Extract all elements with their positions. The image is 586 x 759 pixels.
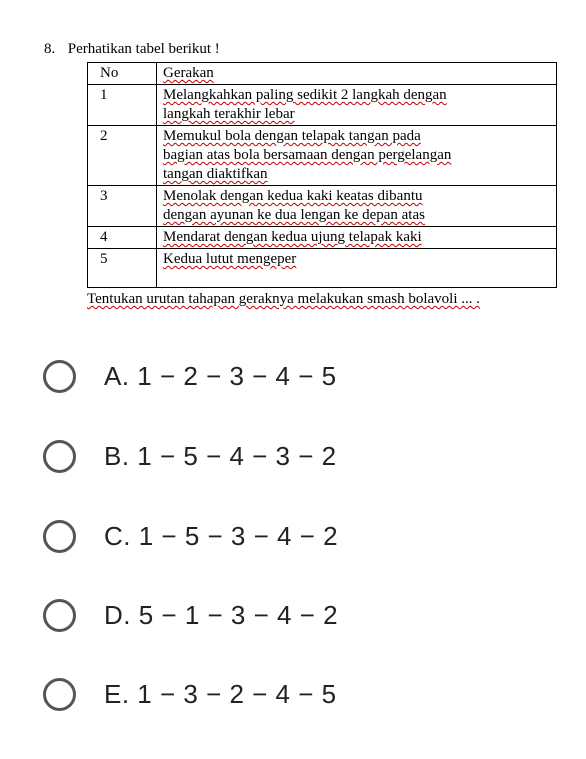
row-line: langkah terakhir lebar — [163, 106, 295, 122]
radio-circle-icon[interactable] — [43, 440, 76, 473]
row-line: Mendarat dengan kedua ujung telapak kaki — [163, 229, 422, 245]
option-label: C. 1 − 5 − 3 − 4 − 2 — [104, 520, 339, 551]
row-line: Memukul bola dengan telapak tangan pada — [163, 128, 421, 144]
radio-circle-icon[interactable] — [43, 599, 76, 632]
option-e[interactable] — [43, 672, 463, 716]
table-row — [88, 85, 557, 126]
row-number: 5 — [88, 249, 157, 288]
option-label: D. 5 − 1 − 3 − 4 − 2 — [104, 599, 339, 630]
table-row — [88, 126, 557, 186]
table-row — [88, 186, 557, 227]
row-number: 1 — [88, 85, 157, 126]
row-description — [157, 227, 557, 249]
radio-circle-icon[interactable] — [43, 678, 76, 711]
option-label: E. 1 − 3 − 2 − 4 − 5 — [104, 678, 337, 709]
row-line: Melangkahkan paling sedikit 2 langkah dengan — [163, 87, 447, 103]
radio-circle-icon[interactable] — [43, 360, 76, 393]
question-number: 8. — [44, 41, 56, 57]
option-c[interactable] — [43, 514, 463, 558]
option-a[interactable] — [43, 354, 463, 398]
row-description — [157, 186, 557, 227]
question-heading — [44, 40, 220, 58]
row-line: dengan ayunan ke dua lengan ke depan atas — [163, 207, 425, 223]
row-number: 2 — [88, 126, 157, 186]
row-line: Menolak dengan kedua kaki keatas dibantu — [163, 188, 423, 204]
row-number: 4 — [88, 227, 157, 249]
movement-table — [87, 62, 557, 288]
row-number: 3 — [88, 186, 157, 227]
row-description — [157, 249, 557, 288]
header-no: No — [88, 63, 157, 85]
row-line: bagian atas bola bersamaan dengan pergelangan — [163, 147, 452, 163]
option-label: A. 1 − 2 − 3 − 4 − 5 — [104, 360, 337, 391]
option-label: B. 1 − 5 − 4 − 3 − 2 — [104, 440, 337, 471]
row-line: tangan diaktifkan — [163, 166, 268, 182]
header-gerakan: Gerakan — [157, 63, 557, 85]
row-description — [157, 85, 557, 126]
row-line: Kedua lutut mengeper — [163, 251, 297, 267]
row-description — [157, 126, 557, 186]
table-row — [88, 249, 557, 288]
question-text: Perhatikan tabel berikut ! — [67, 41, 220, 57]
radio-circle-icon[interactable] — [43, 520, 76, 553]
question-instruction: Tentukan urutan tahapan geraknya melakukan smash bolavoli ... . — [87, 291, 480, 307]
option-b[interactable] — [43, 434, 463, 478]
table-header-row — [88, 63, 557, 85]
option-d[interactable] — [43, 593, 463, 637]
table-row — [88, 227, 557, 249]
